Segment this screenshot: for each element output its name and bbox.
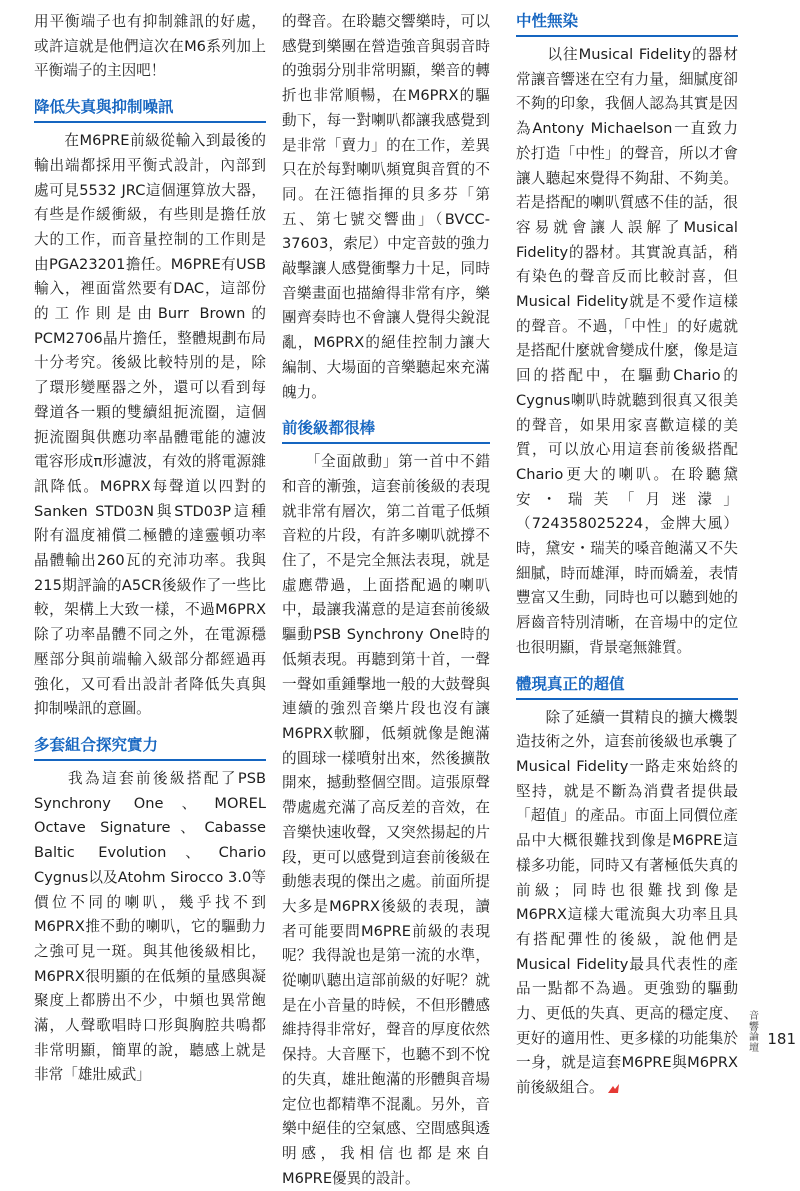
paragraph-neutral: 以往Musical Fidelity的器材常讓音響迷在空有力量，細膩度卻不夠的印象，我個人認為其實是因為Antony Michaelson一直致力於打造「中性」的聲音，所以才會讓人聽起來覺得不夠甜、不夠美。若是搭配的喇叭質感不佳的話，很容易就會讓人誤解了Musical Fidelity的器材。其實說真話，稍有染色的聲音反而比較討喜，但Musical Fidelity就是不愛作這樣的聲音。不過，「中性」的好處就是搭配什麼就會變成什麼，像是這回的搭配中，在驅動Chario的 Cygnus喇叭時就聽到很真又很美的聲音，如果用家喜歡這樣的美質，可以放心用這套前後級搭配Chario更大的喇叭。在聆聽黛安・瑞芙「月迷濛」（724358025224，金牌大風）時，黛安・瑞芙的嗓音飽滿又不失細膩，時而雄渾，時而嬌羞，表情豐富又生動，同時也可以聽到她的唇齒音特別清晰，在音場中的定位也很明顯，背景毫無雜質。 <box>516 46 738 656</box>
magazine-name: 音響論壇 <box>749 1011 759 1054</box>
paragraph-distortion: 在M6PRE前級從輸入到最後的輸出端都採用平衡式設計，內部到處可見5532 JRC這個運算放大器，有些是作緩衝級，有些則是擔任放大的工作，而音量控制的工作則是由PGA23201擔任。M6PRE有USB輸入，裡面當然要有DAC，這部份的工作則是由Burr Brown的PCM2706晶片擔任，整體規劃布局十分考究。後級比較特別的是，除了環形變壓器之外，還可以看到每聲道各一顆的雙續組扼流圈，這個扼流圈與供應功率晶體電能的濾波電容形成π形濾波，有效的將電源雜訊降低。M6PRX每聲道以四對的Sanken STD03N與STD03P這種附有溫度補償二極體的達靈頓功率晶體輸出260瓦的充沛功率。我與215期評論的A5CR後級作了一些比較，架構上大致一樣，不過M6PRX除了功率晶體不同之外，在電源穩壓部分與前端輸入級部分都經過再強化，又可看出設計者降低失真與抑制噪訊的意圖。 <box>34 132 266 718</box>
section-heading-pre-power: 前後級都很棒 <box>282 417 490 444</box>
section-heading-neutral: 中性無染 <box>516 10 738 37</box>
paragraph-value-text: 除了延續一貫精良的擴大機製造技術之外，這套前後級也承襲了Musical Fidelity一路走來始終的堅持，就是不斷為消費者提供最「超值」的產品。市面上同價位產品中大概很難找到像是M6PRE這樣多功能，同時又有著極低失真的前級；同時也很難找到像是M6PRX這樣大電流與大功率且具有搭配彈性的後級，說他們是Musical Fidelity最具代表性的產品一點都不為過。更強勁的驅動力、更低的失真、更高的穩定度、更好的適用性、更多樣的功能集於一身，就是這套M6PRE與M6PRX前後級組合。 <box>516 708 738 1097</box>
column-right <box>516 10 738 1101</box>
paragraph-continued-middle: 的聲音。在聆聽交響樂時，可以感覺到樂團在營造強音與弱音時的強弱分別非常明顯，樂音的轉折也非常順暢，在M6PRX的驅動下，每一對喇叭都讓我感覺到是非常「賣力」的在工作，差異只在於每對喇叭頻寬與音質的不同。在汪德指揮的貝多芬「第五、第七號交響曲」（BVCC-37603，索尼）中定音鼓的強力敲擊讓人感覺衝擊力十足，同時音樂畫面也描繪得非常有序，樂團齊奏時也不會讓人覺得尖銳混亂，M6PRX的絕佳控制力讓大編制、大場面的音樂聽起來充滿魄力。 <box>282 13 490 401</box>
paragraph-continued: 用平衡端子也有抑制雜訊的好處，或許這就是他們這次在M6系列加上平衡端子的主因吧！ <box>34 13 266 80</box>
column-middle <box>282 10 490 1191</box>
column-left <box>34 10 266 1088</box>
section-heading-combinations: 多套組合探究實力 <box>34 734 266 761</box>
paragraph-value <box>516 706 738 1101</box>
paragraph-pre-power: 「全面啟動」第一首中不錯和音的漸強，這套前後級的表現就非常有層次，第二首電子低頻音粒的片段，有許多喇叭就撐不住了，不是完全無法表現，就是虛應帶過，上面搭配過的喇叭中，最讓我滿意的是這套前後級驅動PSB Synchrony One時的低頻表現。再聽到第十首，一聲一聲如重鍾擊地一般的大鼓聲與連續的強烈音樂片段也沒有讓M6PRX軟腳，低頻就像是飽滿的圓球一樣噴射出來，然後擴散開來，撼動整個空間。這張原聲帶處處充滿了高反差的音效，在音樂快速收聲，又突然揚起的片段，更可以感覺到這套前後級在動態表現的傑出之處。前面所提大多是M6PRX後級的表現，讀者可能要問M6PRE前級的表現呢？我得說也是第一流的水準，從喇叭聽出這部前級的好呢？就是在小音量的時候，不但形體感維持得非常好，聲音的厚度依然保持。大音壓下，也聽不到不悅的失真，雄壯飽滿的形體與音場定位也都精準不混亂。另外，音樂中絕佳的空氣感、空間感與透明感，我相信也都是來自M6PRE優異的設計。 <box>282 453 490 1187</box>
end-mark-icon <box>608 1084 619 1093</box>
section-heading-value: 體現真正的超值 <box>516 673 738 700</box>
paragraph-combinations: 我為這套前後級搭配了PSB Synchrony One、MOREL Octave Signature、Cabasse Baltic Evolution、Chario Cygnus以及Atohm Sirocco 3.0等價位不同的喇叭，幾乎找不到M6PRX推不動的喇叭，它的驅動力之強可見一斑。與其他後級相比，M6PRX很明顯的在低頻的量感與凝聚度上都勝出不少，中頻也異常飽滿，人聲歌唱時口形與胸腔共鳴都非常明顯，簡單的說，聽感上就是非常「雄壯威武」 <box>34 769 266 1084</box>
section-heading-distortion: 降低失真與抑制噪訊 <box>34 96 266 123</box>
page-number: 181 <box>767 1030 796 1048</box>
